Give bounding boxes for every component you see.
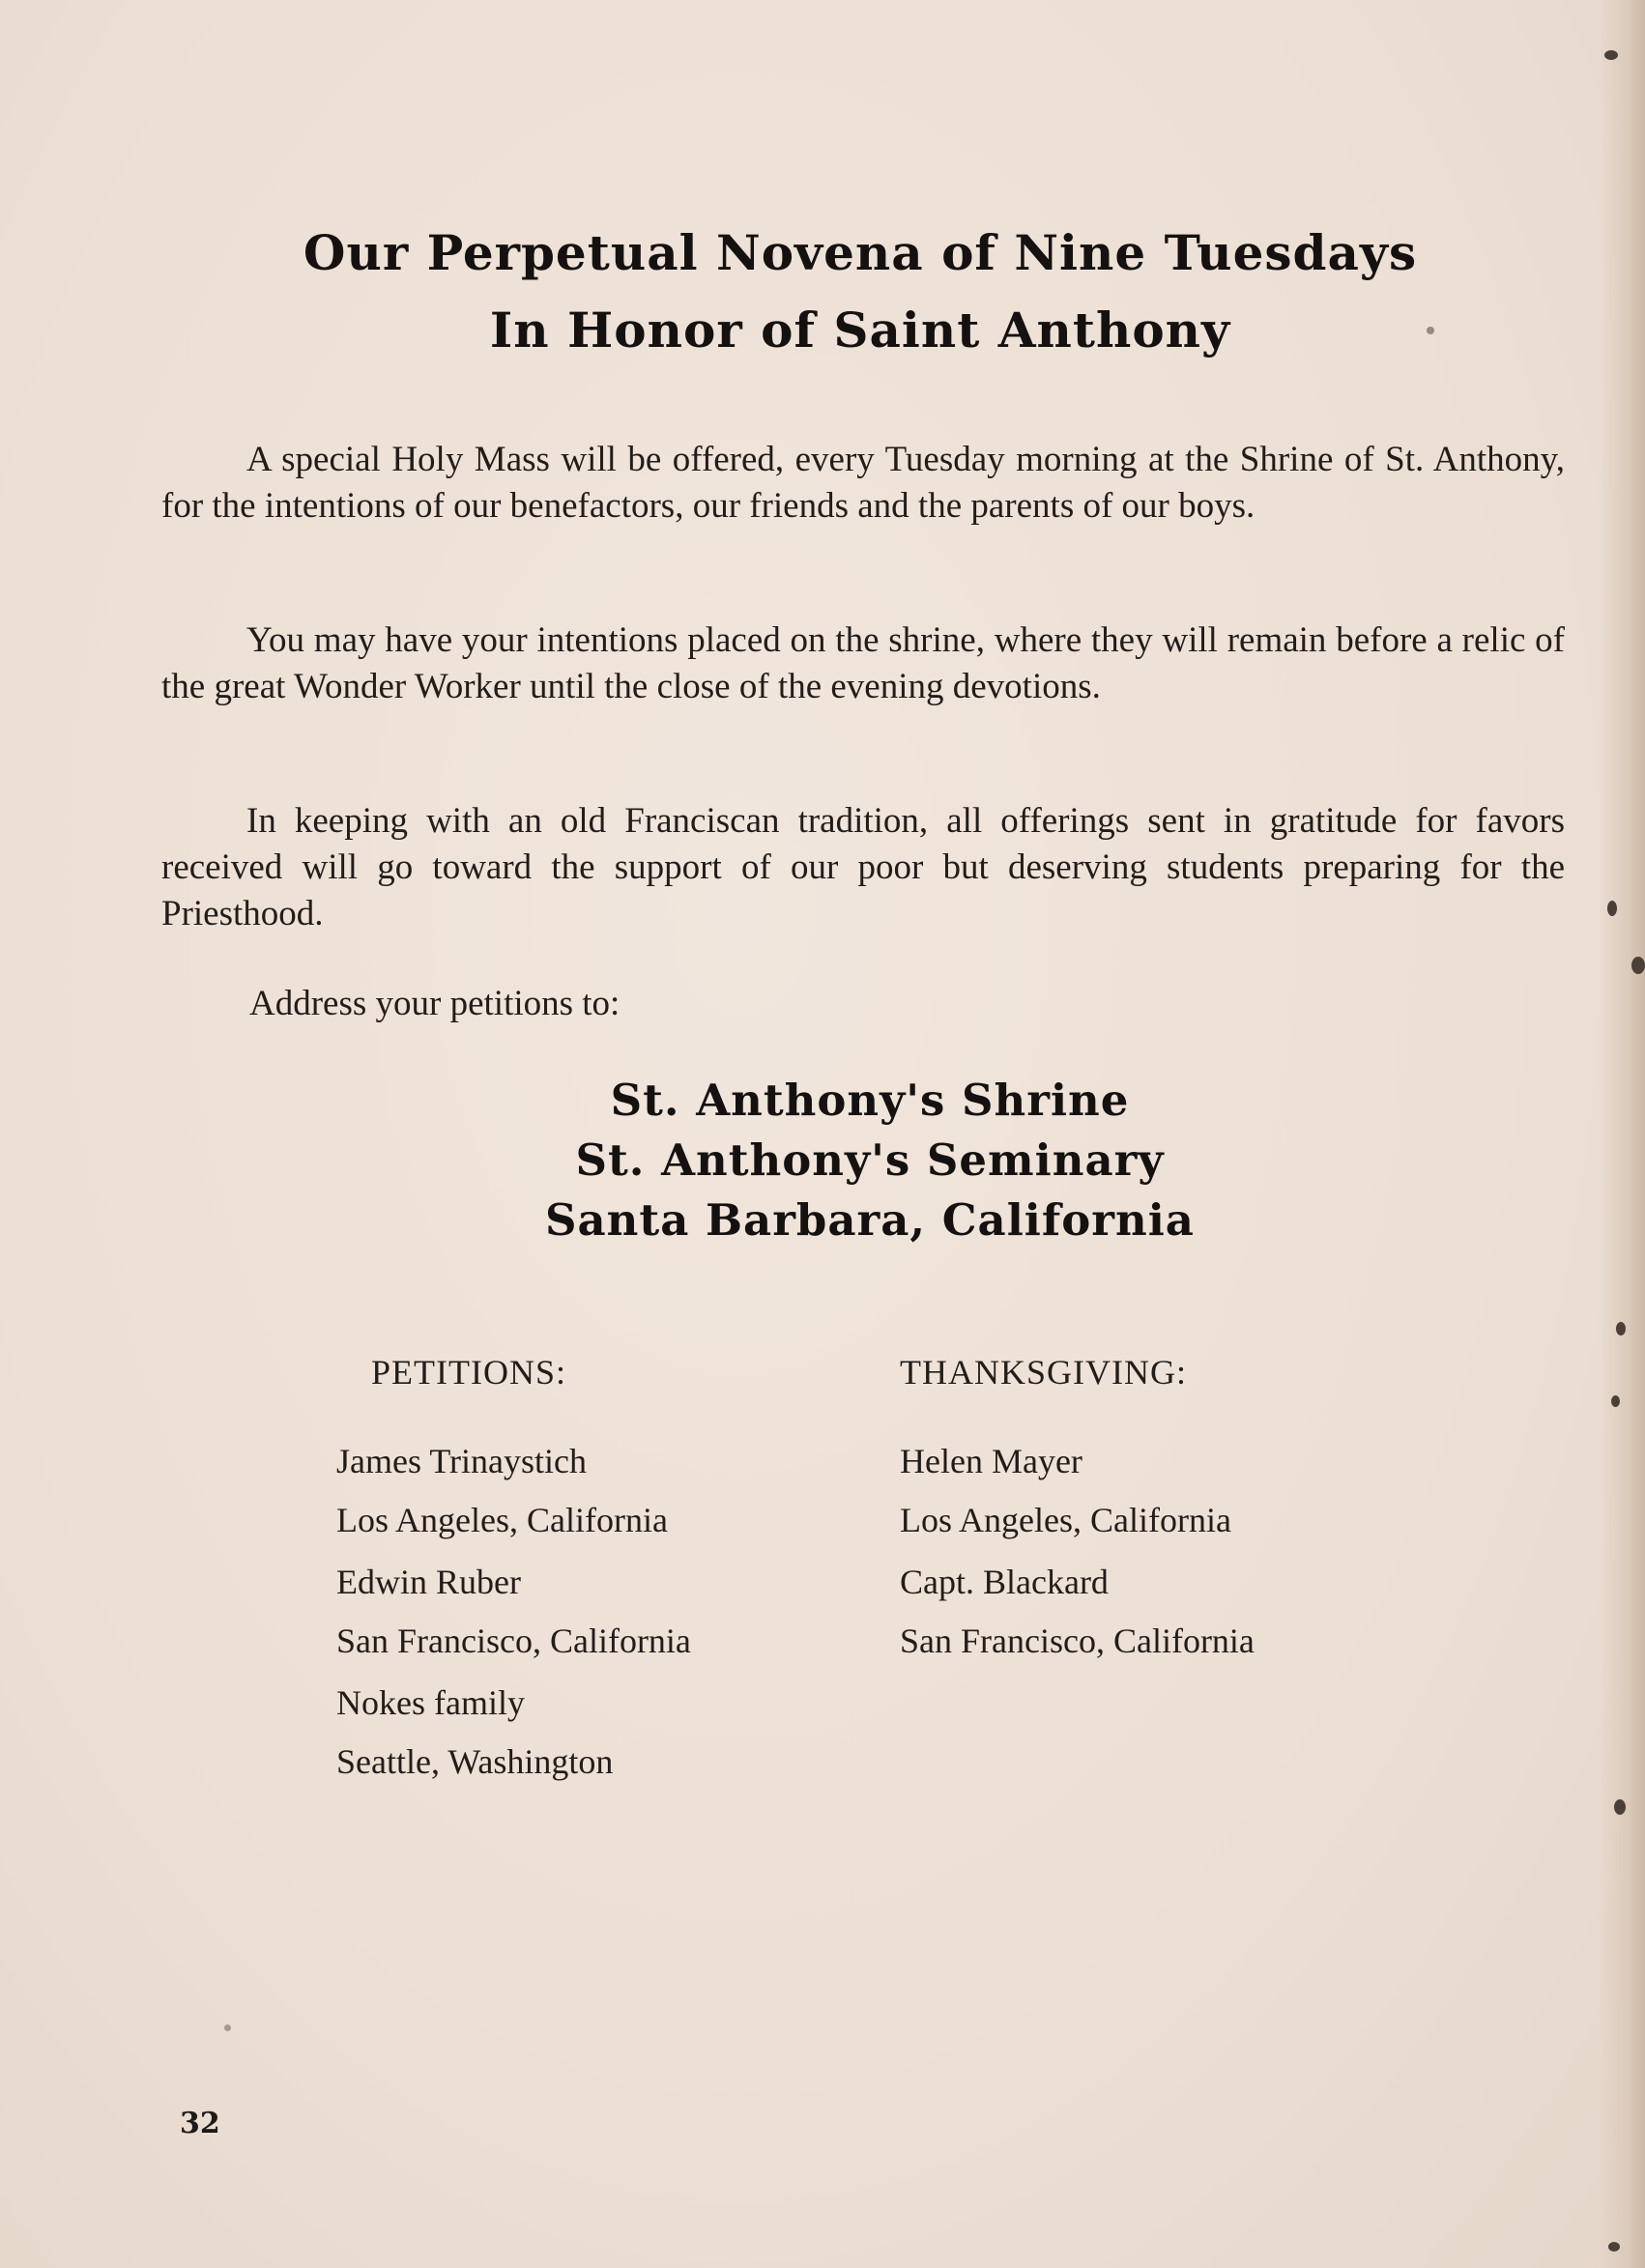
entry-name: Edwin Ruber bbox=[336, 1563, 521, 1601]
page-edge bbox=[1599, 0, 1645, 2268]
address-block bbox=[290, 1071, 1450, 1250]
paragraph-address-intro: Address your petitions to: bbox=[249, 984, 620, 1023]
entry-place: San Francisco, California bbox=[900, 1622, 1255, 1660]
paragraph-mass-text: A special Holy Mass will be offered, every Tuesday morning at the Shrine of St. Anthony, for the intentions of our benefactors, our friends and the parents of our boys. bbox=[161, 440, 1565, 526]
paragraph-offerings-text: In keeping with an old Franciscan tradition, all offerings sent in gratitude for favors received will go toward the support of our poor but deserving students preparing for the Priesthood. bbox=[161, 801, 1565, 933]
list-item bbox=[336, 1553, 691, 1671]
list-item bbox=[336, 1674, 691, 1792]
entry-place: San Francisco, California bbox=[336, 1622, 691, 1660]
paper-speck bbox=[1607, 901, 1617, 916]
paragraph-intentions bbox=[161, 617, 1565, 710]
paragraph-intentions-text: You may have your intentions placed on the shrine, where they will remain before a relic of the great Wonder Worker until the close of the evening devotions. bbox=[161, 620, 1565, 706]
paper-speck bbox=[1611, 1395, 1620, 1407]
address-line-1: St. Anthony's Shrine bbox=[610, 1075, 1130, 1126]
paper-speck bbox=[224, 2024, 231, 2031]
paragraph-offerings bbox=[161, 798, 1565, 937]
list-item bbox=[900, 1432, 1255, 1550]
entry-place: Los Angeles, California bbox=[336, 1501, 668, 1539]
entry-name: Capt. Blackard bbox=[900, 1563, 1109, 1601]
address-line-2: St. Anthony's Seminary bbox=[575, 1134, 1165, 1186]
list-item bbox=[900, 1553, 1255, 1671]
paper-speck bbox=[1614, 1799, 1626, 1815]
entry-name: Helen Mayer bbox=[900, 1442, 1082, 1480]
petitions-heading: PETITIONS: bbox=[371, 1353, 566, 1392]
entry-place: Los Angeles, California bbox=[900, 1501, 1231, 1539]
page-title bbox=[164, 215, 1556, 369]
paper-speck bbox=[1608, 2242, 1620, 2252]
page-number: 32 bbox=[180, 2107, 220, 2140]
title-line-2: In Honor of Saint Anthony bbox=[489, 301, 1231, 359]
list-item bbox=[336, 1432, 691, 1550]
paper-speck bbox=[1631, 957, 1645, 974]
paper-speck bbox=[1604, 50, 1618, 60]
title-line-1: Our Perpetual Novena of Nine Tuesdays bbox=[303, 224, 1418, 281]
paper-speck bbox=[1427, 327, 1434, 334]
thanksgiving-heading: THANKSGIVING: bbox=[900, 1353, 1187, 1392]
entry-place: Seattle, Washington bbox=[336, 1742, 614, 1781]
entry-name: Nokes family bbox=[336, 1683, 525, 1722]
paper-speck bbox=[1616, 1322, 1626, 1335]
paragraph-mass bbox=[161, 437, 1565, 530]
address-line-3: Santa Barbara, California bbox=[545, 1194, 1195, 1246]
entry-name: James Trinaystich bbox=[336, 1442, 588, 1480]
thanksgiving-column bbox=[900, 1343, 1255, 1674]
petitions-column bbox=[336, 1343, 691, 1794]
